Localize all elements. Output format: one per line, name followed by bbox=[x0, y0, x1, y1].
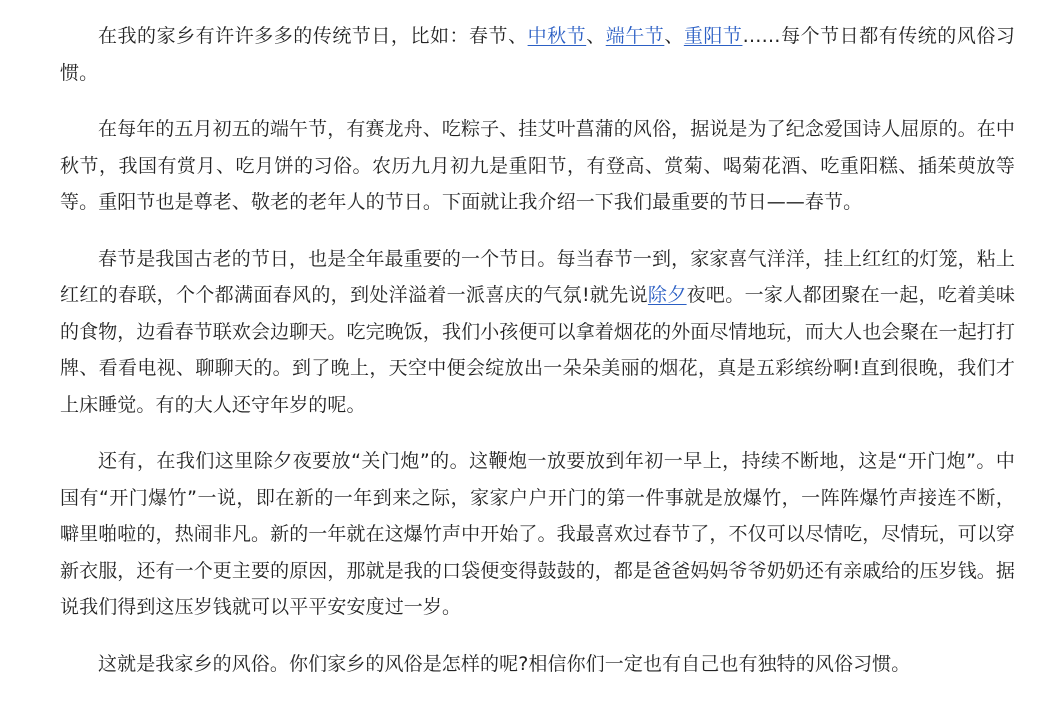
paragraph-text: 、 bbox=[664, 25, 684, 47]
link-double-ninth-festival[interactable]: 重阳节 bbox=[683, 25, 743, 47]
link-dragon-boat-festival[interactable]: 端午节 bbox=[605, 25, 665, 47]
paragraph-text: 还有，在我们这里除夕夜要放“关门炮”的。这鞭炮一放要放到年初一早上，持续不断地，这是“开门炮”。中国有“开门爆竹”一说，即在新的一年到来之际，家家户户开门的第一件事就是放爆竹，一阵阵爆竹声接连不断，噼里啪啦的，热闹非凡。新的一年就在这爆竹声中开始了。我最喜欢过春节了，不仅可以尽情吃，尽情玩，可以穿新衣服，还有一个更主要的原因，那就是我的口袋便变得鼓鼓的，都是爸爸妈妈爷爷奶奶还有亲戚给的压岁钱。据说我们得到这压岁钱就可以平平安安度过一岁。 bbox=[60, 450, 1016, 618]
paragraph-text: 、 bbox=[586, 25, 606, 47]
paragraph-text: 春节是我国古老的节日，也是全年最重要的一个节日。每当春节一到，家家喜气洋洋，挂上红红的灯笼，粘上红红的春联，个个都满面春风的，到处洋溢着一派喜庆的气氛!就先说 bbox=[60, 247, 1015, 306]
paragraph-2 bbox=[60, 111, 1015, 221]
paragraph-text: 这就是我家乡的风俗。你们家乡的风俗是怎样的呢?相信你们一定也有自己也有独特的风俗习惯。 bbox=[98, 652, 911, 675]
paragraph-text: 在我的家乡有许许多多的传统节日，比如：春节、 bbox=[98, 25, 528, 47]
paragraph-4 bbox=[60, 443, 1015, 626]
paragraph-text: 在每年的五月初五的端午节，有赛龙舟、吃粽子、挂艾叶菖蒲的风俗，据说是为了纪念爱国诗人屈原的。在中秋节，我国有赏月、吃月饼的习俗。农历九月初九是重阳节，有登高、赏菊、喝菊花酒、吃重阳糕、插茱萸放等等。重阳节也是尊老、敬老的老年人的节日。下面就让我介绍一下我们最重要的节日——春节。 bbox=[60, 118, 1015, 213]
paragraph-5 bbox=[60, 646, 1015, 683]
paragraph-1 bbox=[60, 18, 1015, 91]
link-new-years-eve[interactable]: 除夕 bbox=[647, 284, 687, 306]
paragraph-text: ……每个节日都有传统的风俗习惯。 bbox=[60, 25, 1015, 84]
paragraph-3 bbox=[60, 241, 1015, 424]
paragraph-text: 夜吧。一家人都团聚在一起，吃着美味的食物，边看春节联欢会边聊天。吃完晚饭，我们小孩便可以拿着烟花的外面尽情地玩，而大人也会聚在一起打打牌、看看电视、聊聊天的。到了晚上，天空中便会绽放出一朵朵美丽的烟花，真是五彩缤纷啊!直到很晚，我们才上床睡觉。有的大人还守年岁的呢。 bbox=[60, 284, 1016, 416]
link-mid-autumn-festival[interactable]: 中秋节 bbox=[527, 25, 587, 47]
